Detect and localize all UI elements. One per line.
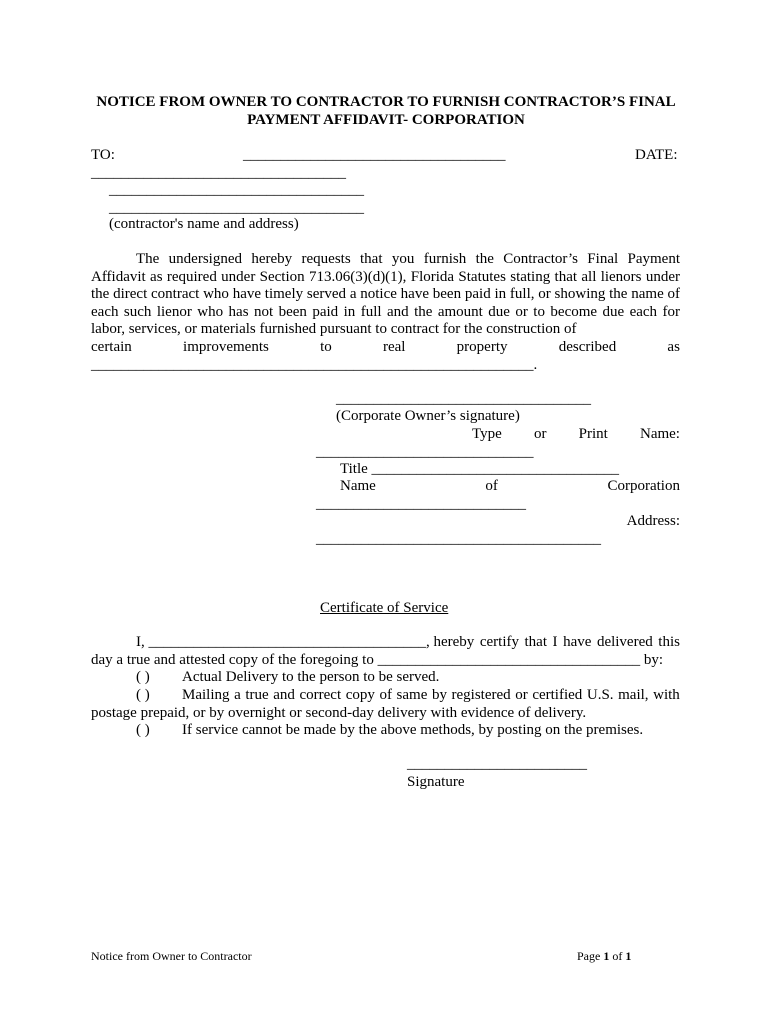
word: registered [451, 687, 511, 703]
option-actual-delivery-checkbox[interactable]: ( ) [136, 669, 150, 685]
word: Corporation [607, 478, 680, 494]
word: this [658, 634, 680, 650]
word: with [653, 687, 680, 703]
word: of [485, 478, 498, 494]
owner-signature-caption: (Corporate Owner’s signature) [336, 408, 520, 424]
address-line-2[interactable]: __________________________________ [109, 182, 364, 198]
type-print-name-label [472, 425, 680, 443]
word: I [552, 634, 558, 650]
word: or [515, 687, 528, 703]
word: Mailing [182, 687, 230, 703]
word: true [245, 687, 269, 703]
contractor-caption: (contractor's name and address) [109, 216, 299, 232]
certificate-heading: Certificate of Service [320, 600, 449, 616]
word: certified [532, 687, 583, 703]
to-label: TO: [91, 147, 115, 163]
word: property [456, 339, 508, 355]
word: by [431, 687, 447, 703]
address-line-1[interactable]: __________________________________ [91, 165, 346, 181]
word[interactable]: I, _____________________________________, hereby [136, 634, 475, 650]
word: or [533, 426, 547, 442]
word: that [524, 634, 548, 650]
word: correct [299, 687, 342, 703]
property-description-line[interactable]: ___________________________________________________________. [91, 357, 538, 373]
word: have [563, 634, 592, 650]
certificate-signature-label: Signature [407, 774, 465, 790]
name-of-corporation-label [340, 477, 680, 495]
word: and [273, 687, 295, 703]
word: certify [479, 634, 519, 650]
footer-doc-name: Notice from Owner to Contractor [91, 949, 252, 963]
word: Type [472, 426, 502, 442]
delivered-to-line[interactable]: day a true and attested copy of the foregoing to ___________________________________ by: [91, 652, 663, 668]
title-field[interactable]: Title _________________________________ [340, 461, 620, 477]
document-title [88, 93, 684, 129]
option-mailing-text-cont: postage prepaid, or by overnight or second-day delivery with evidence of delivery. [91, 705, 587, 721]
page-of: of [612, 949, 623, 963]
corporation-name-line[interactable]: ____________________________ [316, 496, 526, 512]
owner-signature-line[interactable]: __________________________________ [336, 391, 591, 407]
option-posting-text: If service cannot be made by the above methods, by posting on the premises. [182, 722, 644, 738]
word: Name: [639, 426, 680, 442]
option-actual-delivery-text: Actual Delivery to the person to be served. [182, 669, 440, 685]
word: certain [91, 339, 132, 355]
address-line-3[interactable]: __________________________________ [109, 200, 364, 216]
word: described [558, 339, 617, 355]
title-line-2: PAYMENT AFFIDAVIT- CORPORATION [247, 112, 525, 128]
page-prefix: Page [577, 949, 601, 963]
page-total: 1 [625, 949, 632, 963]
word: of [379, 687, 392, 703]
word: delivered [596, 634, 653, 650]
printed-name-line[interactable]: _____________________________ [316, 444, 534, 460]
word: U.S. [586, 687, 614, 703]
certificate-signature-line[interactable]: ________________________ [407, 756, 587, 772]
word: same [396, 687, 428, 703]
address-line[interactable]: ______________________________________ [316, 531, 601, 547]
option-mailing-text [182, 686, 680, 704]
word: copy [345, 687, 375, 703]
date-label: DATE: [635, 147, 678, 163]
paragraph-last-line [91, 338, 680, 356]
option-mailing-checkbox[interactable]: ( ) [136, 687, 150, 703]
request-paragraph: The undersigned hereby requests that you furnish the Contractor’s Final Payment Affidavit as required under Section 713.06(3)(d)(1), Florida Statutes stating that all lienors under the direct contract who have timely served a notice have been paid in full, or showing the name of each such lienor who has not been paid in full and the amount due or to become due each for labor, services, or materials furnished pursuant to contract for the construction of [91, 251, 680, 337]
address-label: Address: [626, 513, 680, 529]
word: to [320, 339, 332, 355]
to-blank-line[interactable]: ___________________________________ [243, 147, 506, 163]
word: as [667, 339, 680, 355]
option-posting-checkbox[interactable]: ( ) [136, 722, 150, 738]
word: a [234, 687, 241, 703]
word: improvements [183, 339, 269, 355]
title-line-1: NOTICE FROM OWNER TO CONTRACTOR TO FURNISH CONTRACTOR’S FINAL [96, 94, 676, 110]
word: mail, [618, 687, 649, 703]
certify-line [136, 633, 680, 651]
word: Name [340, 478, 376, 494]
footer-page-number [577, 949, 631, 963]
word: Print [578, 426, 608, 442]
word: real [382, 339, 406, 355]
page-current: 1 [603, 949, 610, 963]
